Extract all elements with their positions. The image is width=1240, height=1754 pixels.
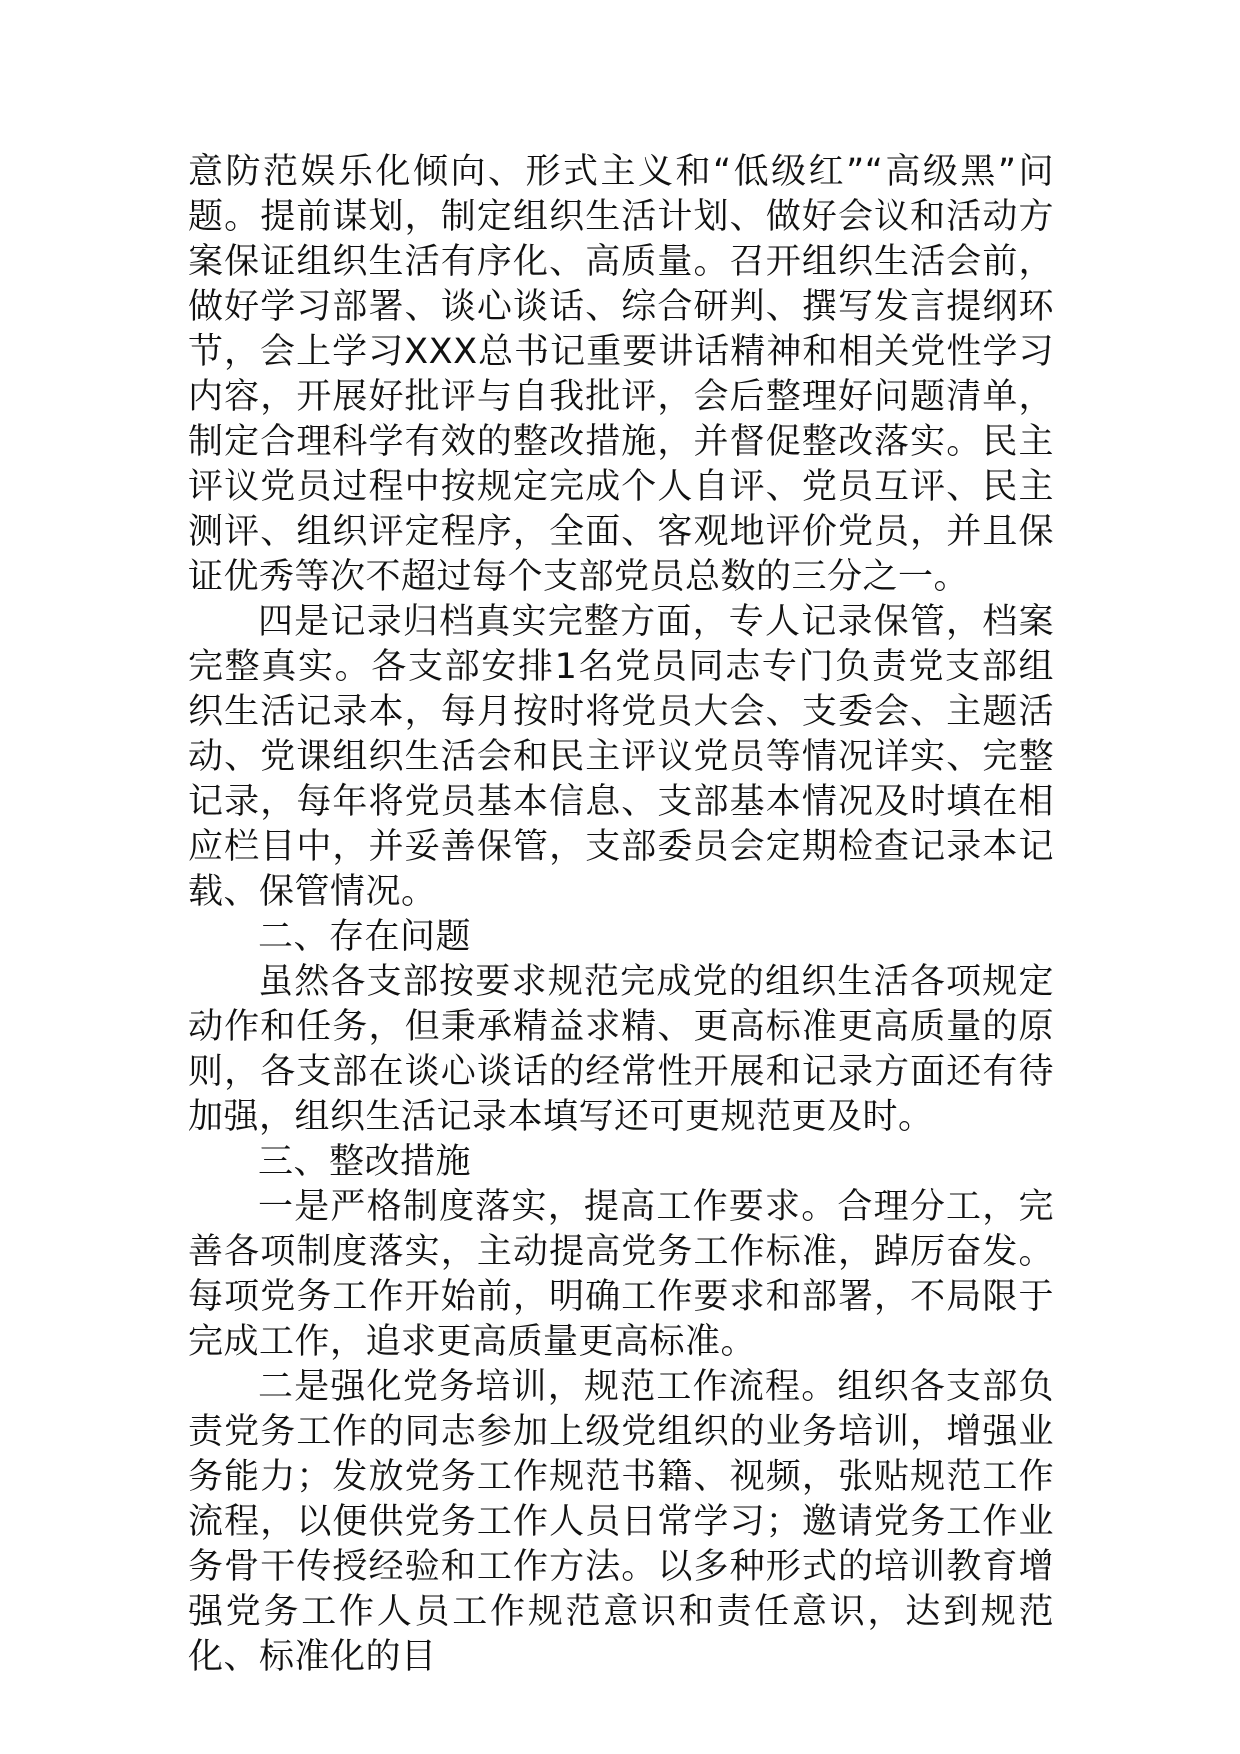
paragraph-problems: 虽然各支部按要求规范完成党的组织生活各项规定动作和任务，但秉承精益求精、更高标准更高质量的原则，各支部在谈心谈话的经常性开展和记录方面还有待加强，组织生活记录本填写还可更规范更及时。 bbox=[188, 962, 1054, 1137]
section-heading-measures: 三、整改措施 bbox=[258, 1142, 472, 1182]
paragraph-measure-one: 一是严格制度落实，提高工作要求。合理分工，完善各项制度落实，主动提高党务工作标准，踔厉奋发。每项党务工作开始前，明确工作要求和部署，不局限于完成工作，追求更高质量更高标准。 bbox=[188, 1187, 1054, 1362]
paragraph-continuation: 意防范娱乐化倾向、形式主义和“低级红”“高级黑”问题。提前谋划，制定组织生活计划、做好会议和活动方案保证组织生活有序化、高质量。召开组织生活会前，做好学习部署、谈心谈话、综合研判、撰写发言提纲环节，会上学习XXX总书记重要讲话精神和相关党性学习内容，开展好批评与自我批评，会后整理好问题清单，制定合理科学有效的整改措施，并督促整改落实。民主评议党员过程中按规定完成个人自评、党员互评、民主测评、组织评定程序，全面、客观地评价党员，并且保证优秀等次不超过每个支部党员总数的三分之一。 bbox=[188, 152, 1054, 597]
section-heading-problems: 二、存在问题 bbox=[258, 917, 472, 957]
paragraph-measure-two: 二是强化党务培训，规范工作流程。组织各支部负责党务工作的同志参加上级党组织的业务培训，增强业务能力；发放党务工作规范书籍、视频，张贴规范工作流程，以便供党务工作人员日常学习；邀请党务工作业务骨干传授经验和工作方法。以多种形式的培训教育增强党务工作人员工作规范意识和责任意识，达到规范化、标准化的目 bbox=[188, 1367, 1054, 1677]
document-body bbox=[188, 150, 1054, 1680]
paragraph-archive-records: 四是记录归档真实完整方面，专人记录保管，档案完整真实。各支部安排1名党员同志专门负责党支部组织生活记录本，每月按时将党员大会、支委会、主题活动、党课组织生活会和民主评议党员等情况详实、完整记录，每年将党员基本信息、支部基本情况及时填在相应栏目中，并妥善保管，支部委员会定期检查记录本记载、保管情况。 bbox=[188, 602, 1054, 912]
